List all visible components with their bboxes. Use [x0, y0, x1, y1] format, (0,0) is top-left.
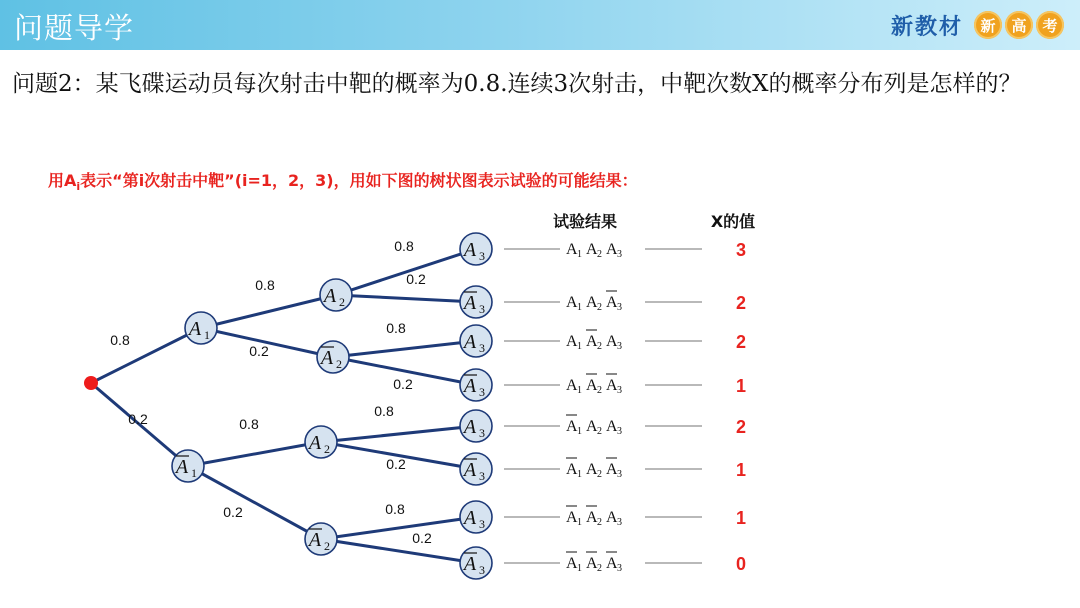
- outcome-subscript: 3: [617, 469, 622, 480]
- edge-probability-label: 0.8: [374, 403, 394, 419]
- outcome-letter: A: [586, 333, 598, 350]
- outcome-letter: A: [566, 333, 578, 350]
- outcome-letter: A: [586, 377, 598, 394]
- tree-edge: [336, 295, 476, 302]
- question-text: 问题2：某飞碟运动员每次射击中靶的概率为0.8.连续3次射击，中靶次数X的概率分布列是怎样的？: [12, 71, 1022, 97]
- outcome-subscript: 1: [577, 302, 582, 313]
- outcome-letter: A: [586, 509, 598, 526]
- edge-probability-label: 0.2: [393, 376, 413, 392]
- outcome-letter: A: [566, 294, 578, 311]
- edge-probability-label: 0.2: [412, 530, 432, 546]
- edge-probability-label: 0.8: [255, 277, 275, 293]
- badge-kao: 考: [1036, 11, 1064, 39]
- node-subscript: 2: [324, 442, 330, 456]
- outcome-letter: A: [586, 418, 598, 435]
- outcome-subscript: 3: [617, 563, 622, 574]
- edge-probability-label: 0.8: [110, 332, 130, 348]
- outcome-letter: A: [606, 418, 618, 435]
- node-label: A: [308, 529, 322, 551]
- outcome-subscript: 3: [617, 517, 622, 528]
- outcome-letter: A: [586, 555, 598, 572]
- node-subscript: 2: [339, 295, 345, 309]
- tree-node: [460, 286, 492, 318]
- tree-edge: [188, 442, 321, 466]
- badge-gao: 高: [1005, 11, 1033, 39]
- outcome-subscript: 3: [617, 426, 622, 437]
- node-subscript: 3: [479, 385, 485, 399]
- outcome-subscript: 1: [577, 341, 582, 352]
- edge-probability-label: 0.2: [249, 343, 269, 359]
- outcome-subscript: 2: [597, 469, 602, 480]
- node-label: A: [175, 456, 189, 478]
- node-subscript: 3: [479, 517, 485, 531]
- tree-node: [460, 410, 492, 442]
- edge-probability-label: 0.8: [239, 416, 259, 432]
- outcome-subscript: 3: [617, 302, 622, 313]
- node-label: A: [463, 459, 477, 481]
- tree-edge: [188, 466, 321, 539]
- node-subscript: 2: [336, 357, 342, 371]
- outcome-letter: A: [566, 377, 578, 394]
- edge-probability-label: 0.8: [385, 501, 405, 517]
- tree-node: [305, 426, 337, 458]
- outcome-subscript: 2: [597, 385, 602, 396]
- node-subscript: 1: [191, 466, 197, 480]
- outcome-letter: A: [606, 241, 618, 258]
- outcome-letter: A: [566, 555, 578, 572]
- root-dot: [84, 376, 98, 390]
- node-label: A: [463, 416, 477, 438]
- node-label: A: [463, 239, 477, 261]
- outcome-expression: [566, 552, 622, 574]
- outcome-column-header: 试验结果: [552, 212, 618, 231]
- node-label: A: [463, 507, 477, 529]
- tree-edge: [91, 328, 201, 383]
- tree-node: [305, 523, 337, 555]
- edge-probability-label: 0.2: [406, 271, 426, 287]
- tree-node: [185, 312, 217, 344]
- node-label: A: [463, 553, 477, 575]
- section-title: 问题导学: [14, 11, 135, 45]
- outcome-letter: A: [586, 241, 598, 258]
- node-label: A: [320, 347, 334, 369]
- node-subscript: 3: [479, 563, 485, 577]
- brand-text: 新教材: [890, 14, 963, 40]
- node-label: A: [463, 292, 477, 314]
- edge-probability-label: 0.2: [223, 504, 243, 520]
- node-subscript: 2: [324, 539, 330, 553]
- outcome-letter: A: [606, 377, 618, 394]
- x-value: 1: [735, 376, 747, 396]
- outcome-subscript: 1: [577, 517, 582, 528]
- x-value: 0: [735, 554, 747, 574]
- tree-node: [460, 369, 492, 401]
- outcome-subscript: 3: [617, 249, 622, 260]
- edge-probability-label: 0.8: [394, 238, 414, 254]
- node-label: A: [308, 432, 322, 454]
- outcome-subscript: 2: [597, 341, 602, 352]
- tree-edge: [321, 539, 476, 563]
- outcome-subscript: 1: [577, 469, 582, 480]
- outcome-subscript: 3: [617, 385, 622, 396]
- outcome-letter: A: [566, 461, 578, 478]
- outcome-subscript: 1: [577, 385, 582, 396]
- outcome-subscript: 2: [597, 426, 602, 437]
- outcome-expression: [566, 458, 622, 480]
- outcome-letter: A: [566, 241, 578, 258]
- node-subscript: 3: [479, 249, 485, 263]
- outcome-subscript: 1: [577, 563, 582, 574]
- outcome-subscript: 2: [597, 563, 602, 574]
- outcome-letter: A: [566, 509, 578, 526]
- tree-node: [320, 279, 352, 311]
- node-subscript: 3: [479, 426, 485, 440]
- tree-node: [172, 450, 204, 482]
- tree-node: [460, 233, 492, 265]
- x-value: 3: [735, 240, 747, 260]
- tree-node: [460, 501, 492, 533]
- tree-node: [460, 453, 492, 485]
- outcome-subscript: 2: [597, 517, 602, 528]
- outcome-expression: [566, 291, 622, 313]
- outcome-letter: A: [606, 294, 618, 311]
- outcome-letter: A: [566, 418, 578, 435]
- outcome-letter: A: [606, 461, 618, 478]
- outcome-expression: [566, 241, 622, 260]
- edge-probability-label: 0.8: [386, 320, 406, 336]
- outcome-letter: A: [586, 461, 598, 478]
- outcome-expression: [566, 506, 622, 528]
- outcome-letter: A: [606, 555, 618, 572]
- node-label: A: [188, 318, 202, 340]
- outcome-letter: A: [586, 294, 598, 311]
- instruction-text: 用$A_i$表示“第i次射击中靶”(i=1，2，3)，用如下图的树状图表示试验的可能结果：: [48, 171, 638, 194]
- tree-edge: [333, 341, 476, 357]
- outcome-subscript: 2: [597, 302, 602, 313]
- x-value: 2: [735, 332, 747, 352]
- tree-node: [317, 341, 349, 373]
- tree-edge: [201, 295, 336, 328]
- badge-xin: 新: [974, 11, 1002, 39]
- node-label: A: [463, 331, 477, 353]
- outcome-subscript: 3: [617, 341, 622, 352]
- outcome-expression: [566, 415, 622, 437]
- outcome-subscript: 1: [577, 249, 582, 260]
- node-subscript: 3: [479, 469, 485, 483]
- x-value-column-header: X的值: [710, 212, 756, 231]
- outcome-subscript: 1: [577, 426, 582, 437]
- outcome-expression: [566, 330, 622, 352]
- outcome-subscript: 2: [597, 249, 602, 260]
- tree-edge: [321, 517, 476, 539]
- node-label: A: [323, 285, 337, 307]
- tree-edge: [321, 426, 476, 442]
- x-value: 2: [735, 417, 747, 437]
- x-value: 1: [735, 460, 747, 480]
- edge-probability-label: 0.2: [386, 456, 406, 472]
- node-subscript: 3: [479, 341, 485, 355]
- node-subscript: 3: [479, 302, 485, 316]
- node-label: A: [463, 375, 477, 397]
- edge-probability-label: 0.2: [128, 411, 148, 427]
- x-value: 1: [735, 508, 747, 528]
- outcome-letter: A: [606, 333, 618, 350]
- node-subscript: 1: [204, 328, 210, 342]
- outcome-letter: A: [606, 509, 618, 526]
- x-value: 2: [735, 293, 747, 313]
- outcome-expression: [566, 374, 622, 396]
- tree-node: [460, 325, 492, 357]
- tree-node: [460, 547, 492, 579]
